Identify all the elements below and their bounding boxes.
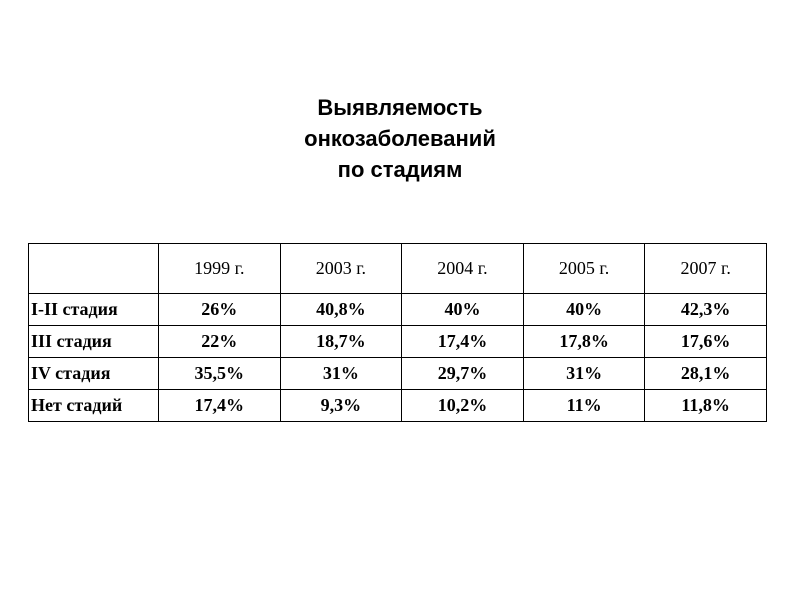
table-cell: 11% bbox=[523, 390, 645, 422]
page-title bbox=[0, 92, 800, 185]
column-header: 2004 г. bbox=[402, 244, 524, 294]
column-header: 2003 г. bbox=[280, 244, 402, 294]
table-row bbox=[29, 326, 767, 358]
table-cell: 18,7% bbox=[280, 326, 402, 358]
table-cell: 10,2% bbox=[402, 390, 524, 422]
table-header-row bbox=[29, 244, 767, 294]
column-header: 1999 г. bbox=[159, 244, 281, 294]
table-cell: 42,3% bbox=[645, 294, 767, 326]
row-label: III стадия bbox=[29, 326, 159, 358]
table-cell: 28,1% bbox=[645, 358, 767, 390]
table-cell: 40,8% bbox=[280, 294, 402, 326]
table-cell: 26% bbox=[159, 294, 281, 326]
table-cell: 31% bbox=[523, 358, 645, 390]
row-label: Нет стадий bbox=[29, 390, 159, 422]
stage-detection-table bbox=[28, 243, 767, 422]
column-header: 2007 г. bbox=[645, 244, 767, 294]
title-line-3: по стадиям bbox=[337, 157, 463, 182]
column-header: 2005 г. bbox=[523, 244, 645, 294]
row-label: IV стадия bbox=[29, 358, 159, 390]
table-cell: 31% bbox=[280, 358, 402, 390]
table-cell: 17,6% bbox=[645, 326, 767, 358]
table-row bbox=[29, 390, 767, 422]
table-cell: 17,4% bbox=[402, 326, 524, 358]
table-cell: 11,8% bbox=[645, 390, 767, 422]
table-cell: 22% bbox=[159, 326, 281, 358]
title-line-2: онкозаболеваний bbox=[304, 126, 496, 151]
table-cell: 40% bbox=[402, 294, 524, 326]
table-cell: 40% bbox=[523, 294, 645, 326]
table-cell: 35,5% bbox=[159, 358, 281, 390]
table-row bbox=[29, 294, 767, 326]
table-row bbox=[29, 358, 767, 390]
table-cell: 9,3% bbox=[280, 390, 402, 422]
row-label: I-II стадия bbox=[29, 294, 159, 326]
title-line-1: Выявляемость bbox=[317, 95, 483, 120]
table-cell: 17,4% bbox=[159, 390, 281, 422]
table-corner-cell bbox=[29, 244, 159, 294]
table-cell: 29,7% bbox=[402, 358, 524, 390]
table-cell: 17,8% bbox=[523, 326, 645, 358]
